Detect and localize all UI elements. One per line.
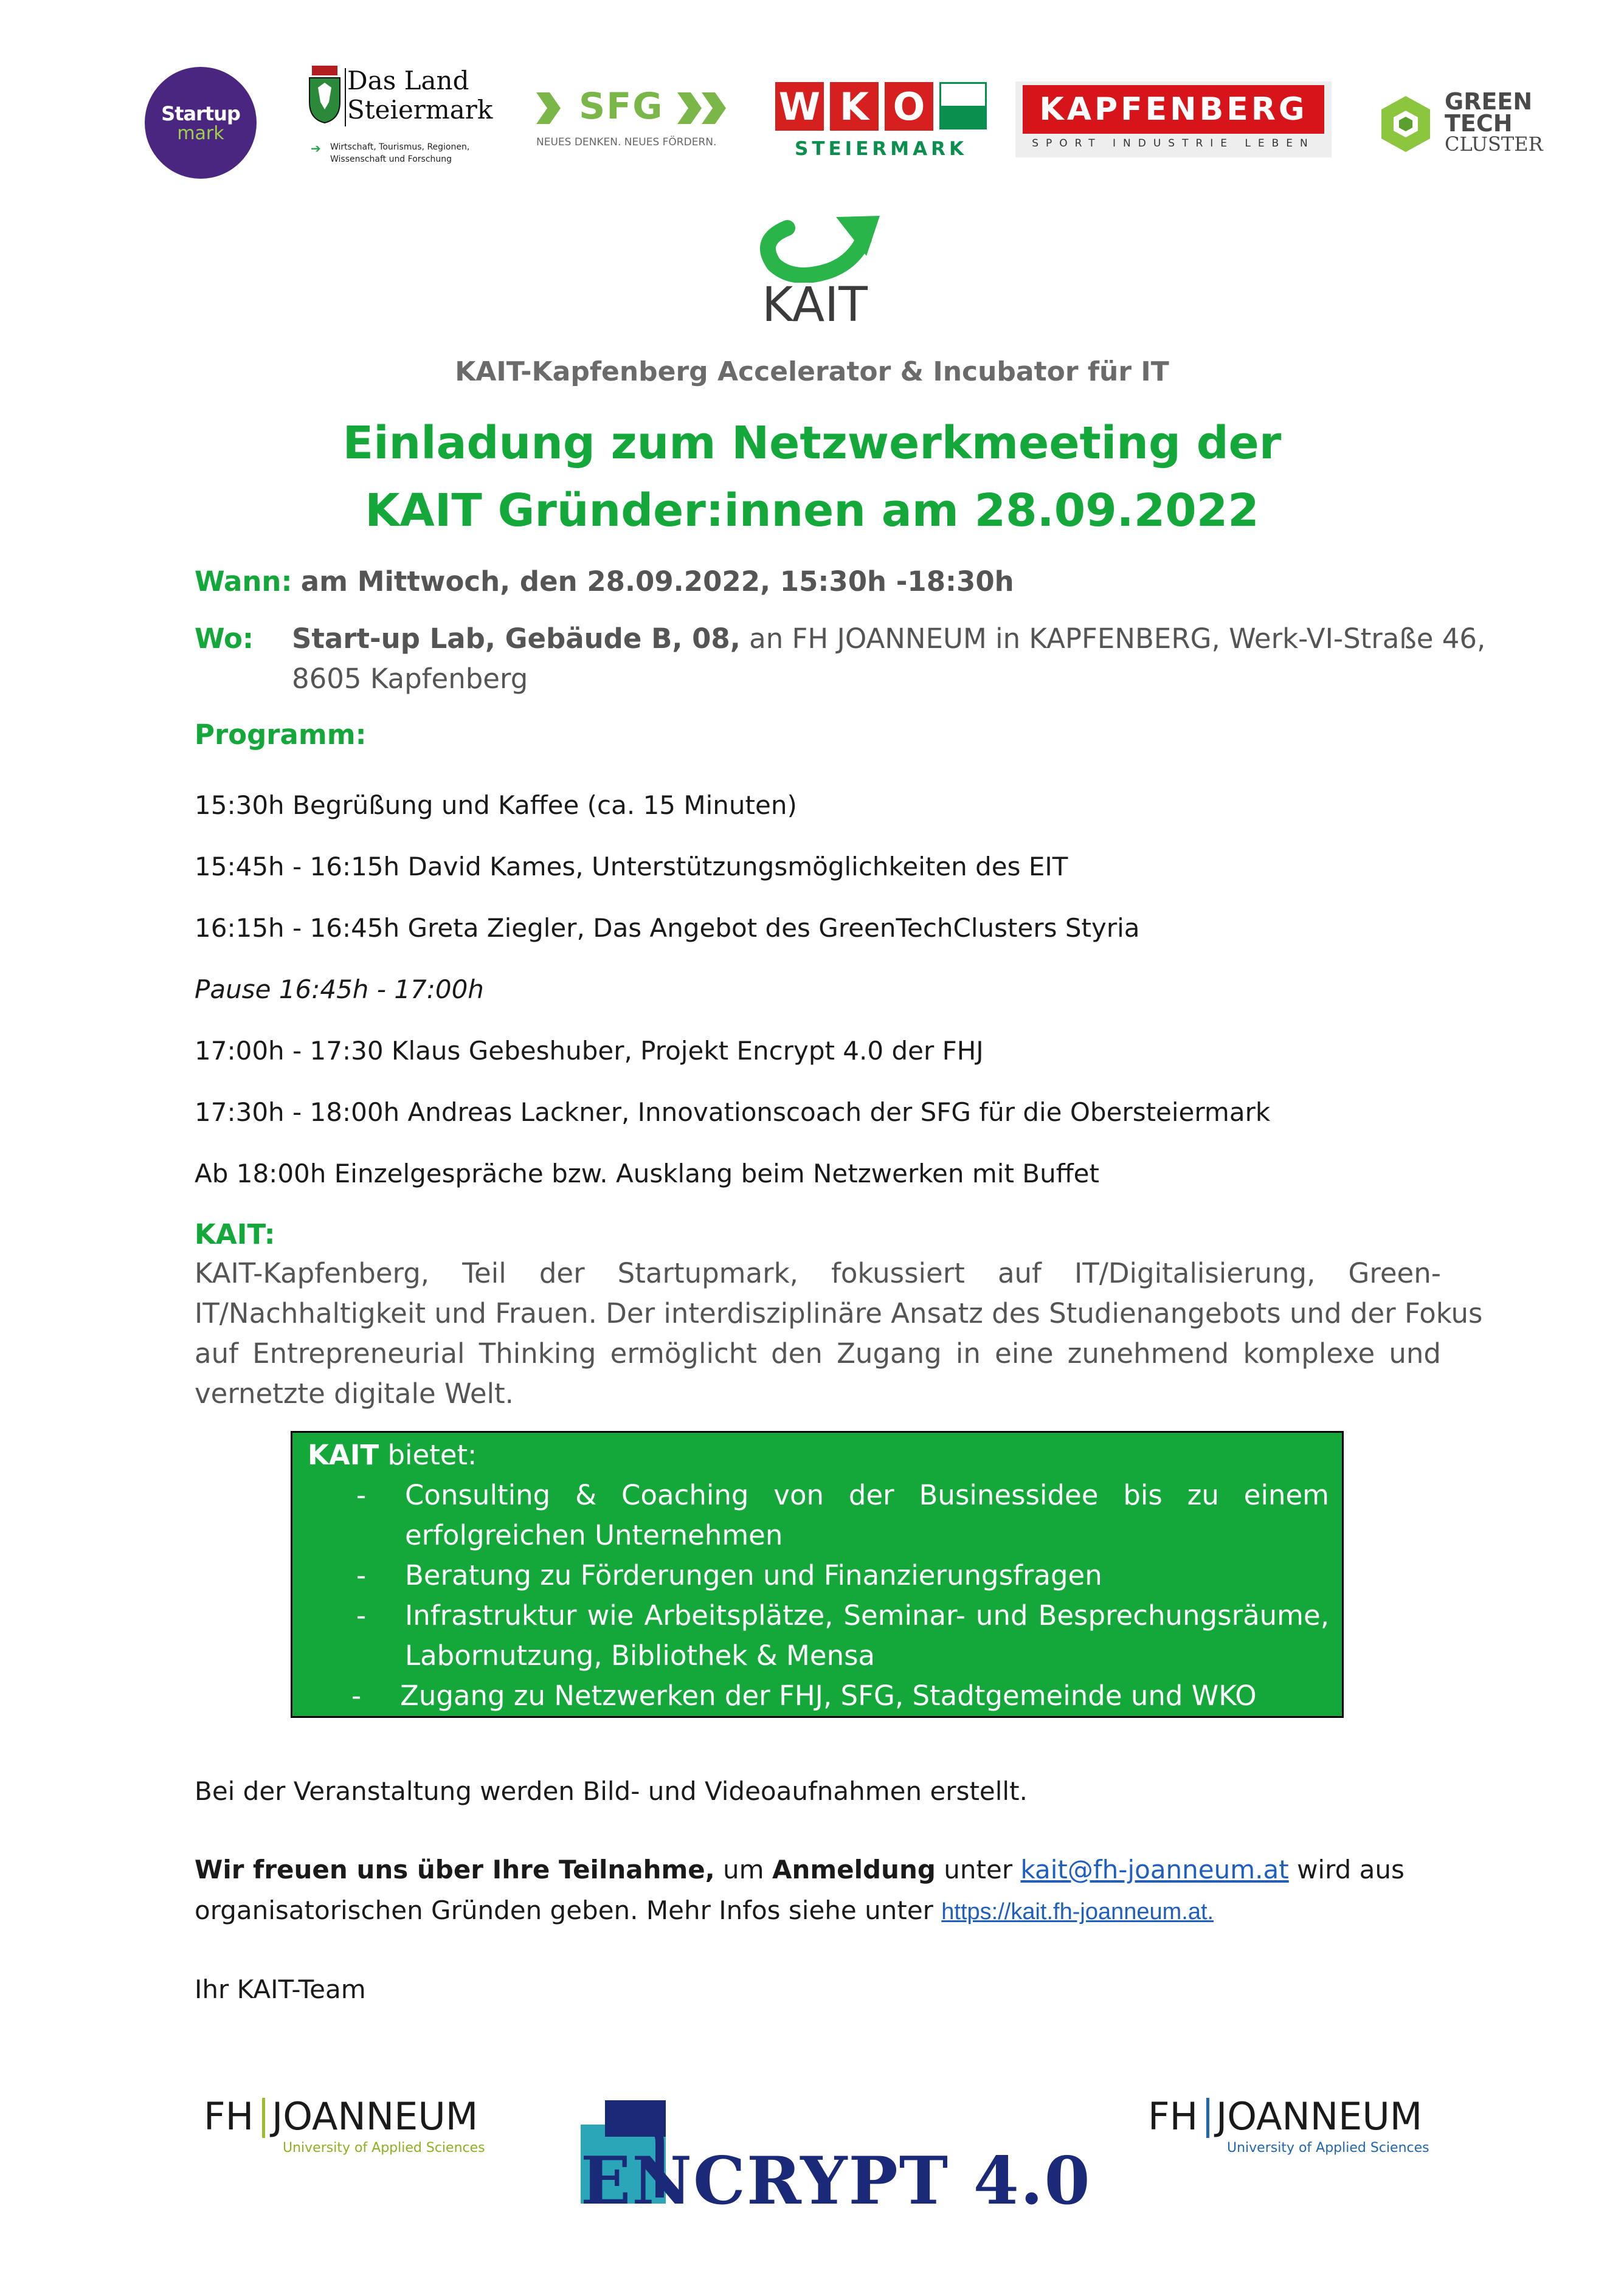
program-item: 17:30h - 18:00h Andreas Lackner, Innovationscoach der SFG für die Obersteiermark [195, 1097, 1271, 1127]
program-item: 16:15h - 16:45h Greta Ziegler, Das Angebot des GreenTechClusters Styria [195, 913, 1140, 943]
program-item-pause: Pause 16:45h - 17:00h [195, 974, 484, 1004]
bullet-dash: - [356, 1559, 367, 1591]
page-subtitle: KAIT-Kapfenberg Accelerator & Incubator für IT [455, 356, 1169, 387]
greentech-logo-line2: TECH [1445, 110, 1513, 137]
offer-heading-bold: KAIT [308, 1439, 379, 1471]
wko-logo [775, 82, 988, 158]
steiermark-logo-sub1: Wirtschaft, Tourismus, Regionen, [330, 142, 470, 152]
kait-paragraph-line: vernetzte digitale Welt. [195, 1377, 514, 1410]
kapfenberg-logo-word: KAPFENBERG [1023, 85, 1324, 134]
logo-divider [262, 2098, 265, 2138]
program-item: Ab 18:00h Einzelgespräche bzw. Ausklang beim Netzwerken mit Buffet [195, 1159, 1099, 1188]
program-item: 15:45h - 16:15h David Kames, Unterstützungsmöglichkeiten des EIT [195, 852, 1068, 881]
offer-heading [308, 1439, 477, 1471]
steiermark-divider [345, 68, 346, 126]
greentech-logo-line1: GREEN [1445, 88, 1533, 115]
offer-item-line: erfolgreichen Unternehmen [405, 1519, 783, 1551]
hexagon-cluster-icon [1374, 92, 1437, 156]
text-fragment: organisatorischen Gründen geben. Mehr Infos siehe unter [195, 1895, 942, 1925]
kait-logo-word: KAIT [762, 278, 868, 333]
where-address: an FH JOANNEUM in KAPFENBERG, Werk-VI-Straße 46, [740, 622, 1486, 655]
steiermark-logo-sub2: Wissenschaft und Forschung [330, 154, 452, 164]
university-text: University of Applied Sciences [283, 2140, 485, 2156]
fh-joanneum-logo-left [204, 2094, 496, 2167]
where-line2: 8605 Kapfenberg [292, 663, 528, 695]
program-label: Programm: [195, 719, 367, 751]
registration-line1 [195, 1855, 1405, 1884]
greentech-cluster-logo [1374, 90, 1544, 157]
website-link[interactable]: https://kait.fh-joanneum.at. [941, 1899, 1214, 1925]
steiermark-logo-line1: Das Land [347, 66, 469, 95]
registration-text: Anmeldung [772, 1855, 936, 1884]
steiermark-logo-line2: Steiermark [347, 95, 493, 125]
text-fragment: unter [935, 1855, 1021, 1884]
registration-line2 [195, 1895, 1214, 1925]
signature: Ihr KAIT-Team [195, 1974, 366, 2004]
page-title-line1: Einladung zum Netzwerkmeeting der [342, 417, 1282, 469]
wko-logo-sub: STEIERMARK [795, 138, 967, 160]
joanneum-text: JOANNEUM [1216, 2094, 1423, 2139]
fh-text: FH [1148, 2094, 1198, 2139]
offer-item-line: Beratung zu Förderungen und Finanzierungsfragen [405, 1559, 1102, 1591]
encrypt-logo-word: ENCRYPT 4.0 [581, 2143, 1091, 2219]
where-line1 [292, 622, 1485, 655]
kait-section-label: KAIT: [195, 1218, 275, 1250]
when-value: am Mittwoch, den 28.09.2022, 15:30h -18:30h [300, 565, 1014, 598]
program-item: 15:30h Begrüßung und Kaffee (ca. 15 Minuten) [195, 790, 797, 820]
wko-letter-o: O [885, 82, 933, 131]
page-title-line2: KAIT Gründer:innen am 28.09.2022 [365, 484, 1259, 537]
program-item: 17:00h - 17:30 Klaus Gebeshuber, Projekt Encrypt 4.0 der FHJ [195, 1036, 984, 1066]
where-location: Start-up Lab, Gebäude B, 08, [292, 622, 741, 655]
kait-logo [745, 204, 885, 343]
kapfenberg-logo-sub: SPORT INDUSTRIE LEBEN [1032, 137, 1315, 150]
sfg-logo-tagline: NEUES DENKEN. NEUES FÖRDERN. [536, 136, 717, 148]
kait-paragraph-line: IT/Nachhaltigkeit und Frauen. Der interdisziplinäre Ansatz des Studienangebots und der Fokus [195, 1297, 1483, 1329]
thanks-text: Wir freuen uns über Ihre Teilnahme, [195, 1855, 715, 1884]
when-row [195, 565, 1014, 598]
kait-paragraph-line: KAIT-Kapfenberg, Teil der Startupmark, fokussiert auf IT/Digitalisierung, Green- [195, 1257, 1441, 1289]
logo-divider [1206, 2098, 1209, 2138]
kait-paragraph-line: auf Entrepreneurial Thinking ermöglicht den Zugang in eine zunehmend komplexe und [195, 1337, 1441, 1370]
recording-notice: Bei der Veranstaltung werden Bild- und Videoaufnahmen erstellt. [195, 1776, 1028, 1806]
sfg-logo [535, 85, 742, 152]
fh-text: FH [204, 2094, 254, 2139]
university-text: University of Applied Sciences [1227, 2140, 1429, 2156]
startupmark-logo-line1: Startup [161, 102, 240, 125]
joanneum-text: JOANNEUM [272, 2094, 479, 2139]
when-label: Wann: [195, 565, 292, 598]
kapfenberg-logo [1015, 81, 1332, 157]
startupmark-logo-line2: mark [177, 122, 224, 144]
bullet-dash: - [356, 1599, 367, 1632]
sfg-logo-word: SFG [579, 85, 664, 128]
sfg-chevron-icon [535, 90, 576, 126]
greentech-logo-line3: CLUSTER [1445, 133, 1543, 156]
offer-heading-rest: bietet: [379, 1439, 477, 1471]
text-fragment: wird aus [1288, 1855, 1405, 1884]
wko-letter-w: W [775, 82, 824, 131]
steiermark-crest-icon [307, 66, 342, 124]
startupmark-logo [145, 67, 257, 179]
steiermark-logo [307, 66, 493, 175]
arrow-right-icon: ➔ [311, 141, 321, 156]
text-fragment: um [714, 1855, 772, 1884]
wko-letter-k: K [830, 82, 879, 131]
sfg-double-chevron-icon [676, 90, 737, 126]
offer-item-line: Infrastruktur wie Arbeitsplätze, Seminar- und Besprechungsräume, [405, 1599, 1329, 1632]
offer-item-line: Consulting & Coaching von der Businessidee bis zu einem [405, 1479, 1329, 1511]
where-label: Wo: [195, 622, 254, 655]
email-link[interactable]: kait@fh-joanneum.at [1020, 1855, 1289, 1884]
fh-joanneum-logo-right [1148, 2094, 1440, 2167]
offer-item-line: Labornutzung, Bibliothek & Mensa [405, 1639, 876, 1672]
bullet-dash: - [356, 1479, 367, 1511]
encrypt-logo [581, 2100, 1091, 2222]
kait-swoosh-icon [745, 204, 885, 283]
wko-flag-icon [939, 82, 987, 129]
bullet-dash: - [351, 1680, 362, 1712]
kait-offer-box [291, 1431, 1344, 1718]
offer-item-line: Zugang zu Netzwerken der FHJ, SFG, Stadtgemeinde und WKO [400, 1680, 1257, 1712]
